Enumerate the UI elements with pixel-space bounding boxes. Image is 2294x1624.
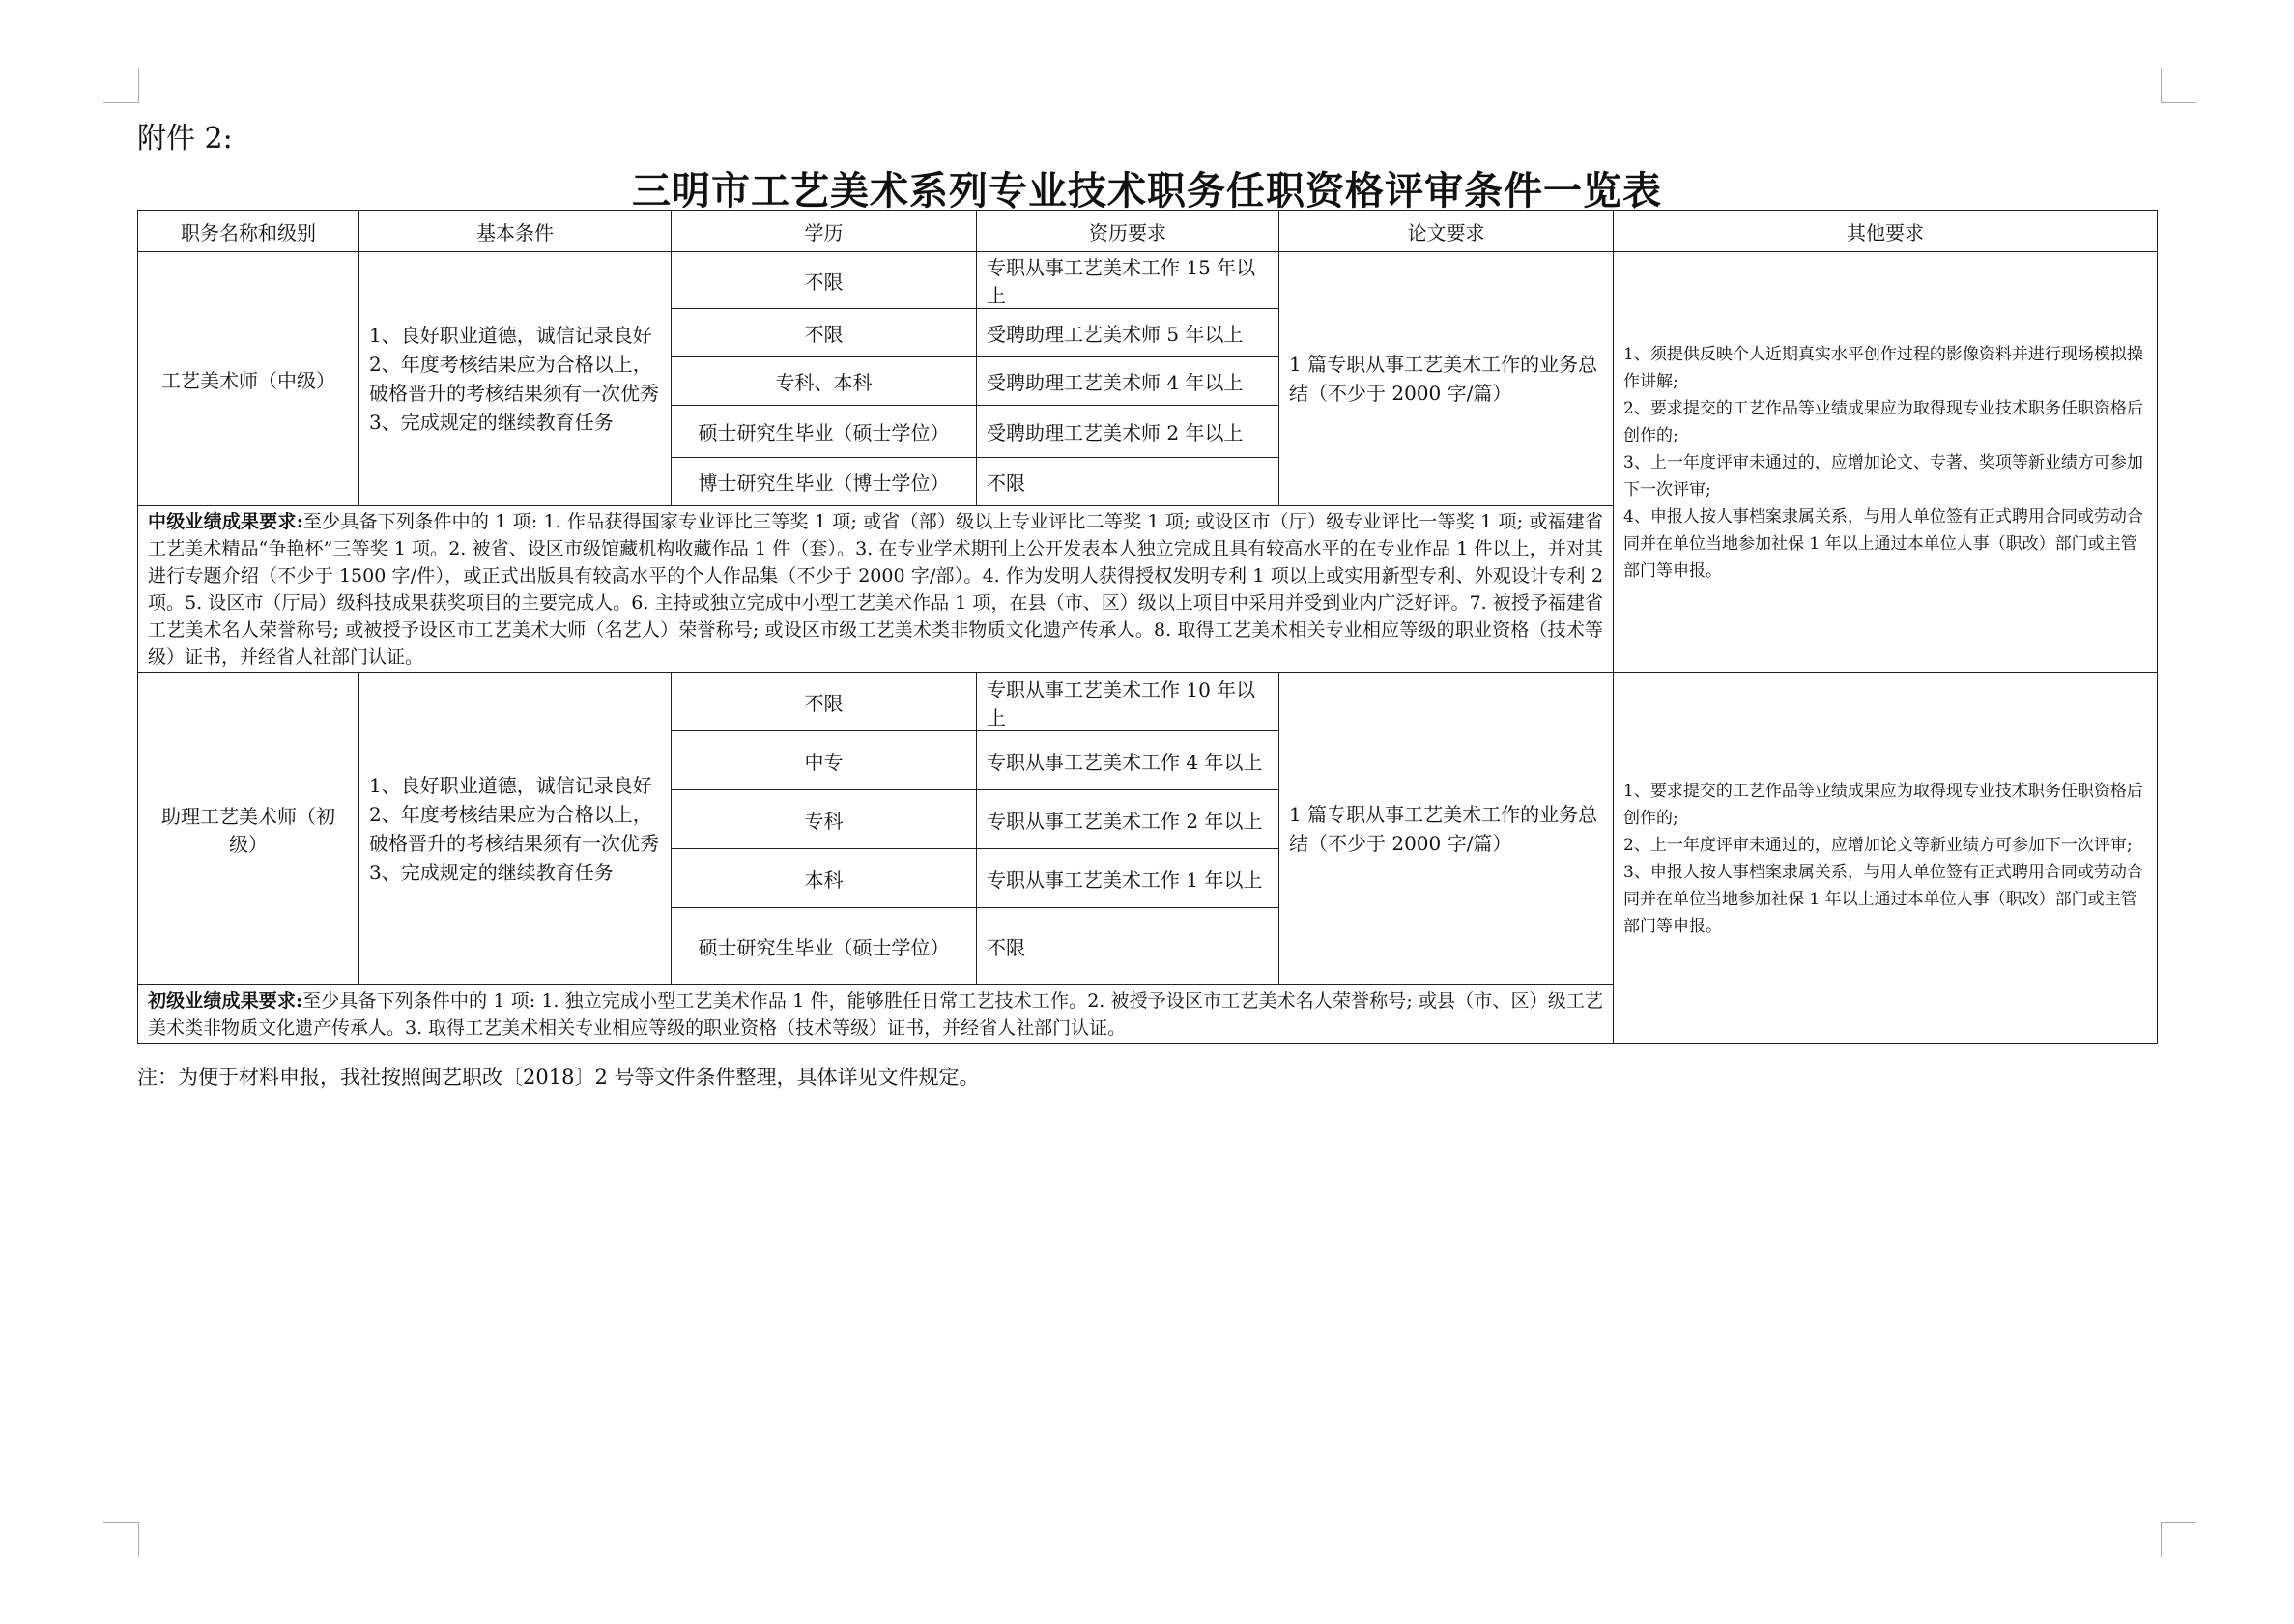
- other-requirement-item: 2、要求提交的工艺作品等业绩成果应为取得现专业技术职务任职资格后创作的;: [1623, 398, 2143, 445]
- education-cell: 不限: [672, 252, 977, 309]
- other-requirement-item: 3、申报人按人事档案隶属关系，与用人单位签有正式聘用合同或劳动合同并在单位当地参加社保 1 年以上通过本单位人事（职改）部门或主管部门等申报。: [1623, 862, 2143, 936]
- experience-cell: 受聘助理工艺美术师 4 年以上: [977, 357, 1279, 406]
- achievement-junior: [138, 985, 1614, 1044]
- education-cell: 不限: [672, 309, 977, 357]
- other-requirement-item: 4、申报人按人事档案隶属关系，与用人单位签有正式聘用合同或劳动合同并在单位当地参加社保 1 年以上通过本单位人事（职改）部门或主管部门等申报。: [1623, 506, 2143, 581]
- education-cell: 硕士研究生毕业（硕士学位）: [672, 406, 977, 458]
- header-education: 学历: [672, 211, 977, 252]
- basic-condition-item: 2、年度考核结果应为合格以上，破格晋升的考核结果须有一次优秀: [369, 353, 659, 405]
- other-requirement-item: 3、上一年度评审未通过的，应增加论文、专著、奖项等新业绩方可参加下一次评审;: [1623, 452, 2143, 499]
- experience-cell: 受聘助理工艺美术师 5 年以上: [977, 309, 1279, 357]
- education-cell: 专科: [672, 790, 977, 849]
- achievement-text: 至少具备下列条件中的 1 项: 1. 作品获得国家专业评比三等奖 1 项; 或省（部）级以上专业评比二等奖 1 项; 或设区市（厅）级专业评比一等奖 1 项; 或福建省工艺美术精品“争艳杯”三等奖 1 项。2. 被省、设区市级馆藏机构收藏作品 1 件（套）。3. 在专业学术期刊上公开发表本人独立完成且具有较高水平的在专业作品 1 件以上，并对其进行专题介绍（不少于 1500 字/件），或正式出版具有较高水平的个人作品集（不少于 2000 字/部）。4. 作为发明人获得授权发明专利 1 项以上或实用新型专利、外观设计专利 2 项。5. 设区市（厅局）级科技成果获奖项目的主要完成人。6. 主持或独立完成中小型工艺美术作品 1 项，在县（市、区）级以上项目中采用并受到业内广泛好评。7. 被授予福建省工艺美术名人荣誉称号; 或被授予设区市工艺美术大师（名艺人）荣誉称号; 或设区市级工艺美术类非物质文化遗产传承人。8. 取得工艺美术相关专业相应等级的职业资格（技术等级）证书，并经省人社部门认证。: [148, 511, 1604, 668]
- education-cell: 硕士研究生毕业（硕士学位）: [672, 908, 977, 985]
- crop-mark-top-right: [2161, 68, 2196, 103]
- basic-conditions-junior: [359, 673, 672, 985]
- basic-condition-item: 1、良好职业道德，诚信记录良好: [369, 774, 652, 797]
- basic-conditions-intermediate: [359, 252, 672, 506]
- basic-condition-item: 2、年度考核结果应为合格以上，破格晋升的考核结果须有一次优秀: [369, 803, 659, 855]
- table-header-row: [138, 211, 2158, 252]
- achievement-text: 至少具备下列条件中的 1 项: 1. 独立完成小型工艺美术作品 1 件，能够胜任日常工艺技术工作。2. 被授予设区市工艺美术名人荣誉称号; 或县（市、区）级工艺美术类非物质文化遗产传承人。3. 取得工艺美术相关专业相应等级的职业资格（技术等级）证书，并经省人社部门认证。: [148, 990, 1604, 1039]
- footnote: 注：为便于材料申报，我社按照闽艺职改〔2018〕2 号等文件条件整理，具体详见文件规定。: [137, 1066, 980, 1089]
- other-requirement-item: 1、须提供反映个人近期真实水平创作过程的影像资料并进行现场模拟操作讲解;: [1623, 344, 2143, 391]
- other-requirement-item: 1、要求提交的工艺作品等业绩成果应为取得现专业技术职务任职资格后创作的;: [1623, 781, 2143, 828]
- header-basic-conditions: 基本条件: [359, 211, 672, 252]
- criteria-table: [137, 210, 2158, 1044]
- thesis-intermediate: 1 篇专职从事工艺美术工作的业务总结（不少于 2000 字/篇）: [1279, 252, 1614, 506]
- crop-mark-bottom-left: [103, 1522, 139, 1557]
- header-experience: 资历要求: [977, 211, 1279, 252]
- header-other: 其他要求: [1614, 211, 2158, 252]
- crop-mark-bottom-right: [2161, 1522, 2196, 1557]
- experience-cell: 不限: [977, 458, 1279, 506]
- crop-mark-top-left: [103, 68, 139, 103]
- achievement-label: 中级业绩成果要求:: [148, 511, 303, 532]
- basic-condition-item: 1、良好职业道德，诚信记录良好: [369, 324, 652, 347]
- header-position: 职务名称和级别: [138, 211, 359, 252]
- thesis-junior: 1 篇专职从事工艺美术工作的业务总结（不少于 2000 字/篇）: [1279, 673, 1614, 985]
- education-cell: 本科: [672, 849, 977, 908]
- experience-cell: 专职从事工艺美术工作 10 年以上: [977, 673, 1279, 731]
- experience-cell: 不限: [977, 908, 1279, 985]
- basic-condition-item: 3、完成规定的继续教育任务: [369, 411, 614, 434]
- experience-cell: 专职从事工艺美术工作 2 年以上: [977, 790, 1279, 849]
- other-requirements-junior: [1614, 673, 2158, 1044]
- attachment-label: 附件 2:: [137, 122, 233, 156]
- other-requirement-item: 2、上一年度评审未通过的，应增加论文等新业绩方可参加下一次评审;: [1623, 835, 2133, 855]
- experience-cell: 专职从事工艺美术工作 15 年以上: [977, 252, 1279, 309]
- table-row: [138, 673, 2158, 731]
- position-intermediate: 工艺美术师（中级）: [138, 252, 359, 506]
- table-row: [138, 252, 2158, 309]
- header-thesis: 论文要求: [1279, 211, 1614, 252]
- education-cell: 专科、本科: [672, 357, 977, 406]
- achievement-intermediate: [138, 506, 1614, 673]
- experience-cell: 专职从事工艺美术工作 1 年以上: [977, 849, 1279, 908]
- education-cell: 不限: [672, 673, 977, 731]
- education-cell: 中专: [672, 731, 977, 790]
- basic-condition-item: 3、完成规定的继续教育任务: [369, 861, 614, 884]
- experience-cell: 受聘助理工艺美术师 2 年以上: [977, 406, 1279, 458]
- achievement-label: 初级业绩成果要求:: [148, 990, 302, 1011]
- education-cell: 博士研究生毕业（博士学位）: [672, 458, 977, 506]
- position-junior: 助理工艺美术师（初级）: [138, 673, 359, 985]
- experience-cell: 专职从事工艺美术工作 4 年以上: [977, 731, 1279, 790]
- other-requirements-intermediate: [1614, 252, 2158, 673]
- page-title: 三明市工艺美术系列专业技术职务任职资格评审条件一览表: [632, 168, 1662, 214]
